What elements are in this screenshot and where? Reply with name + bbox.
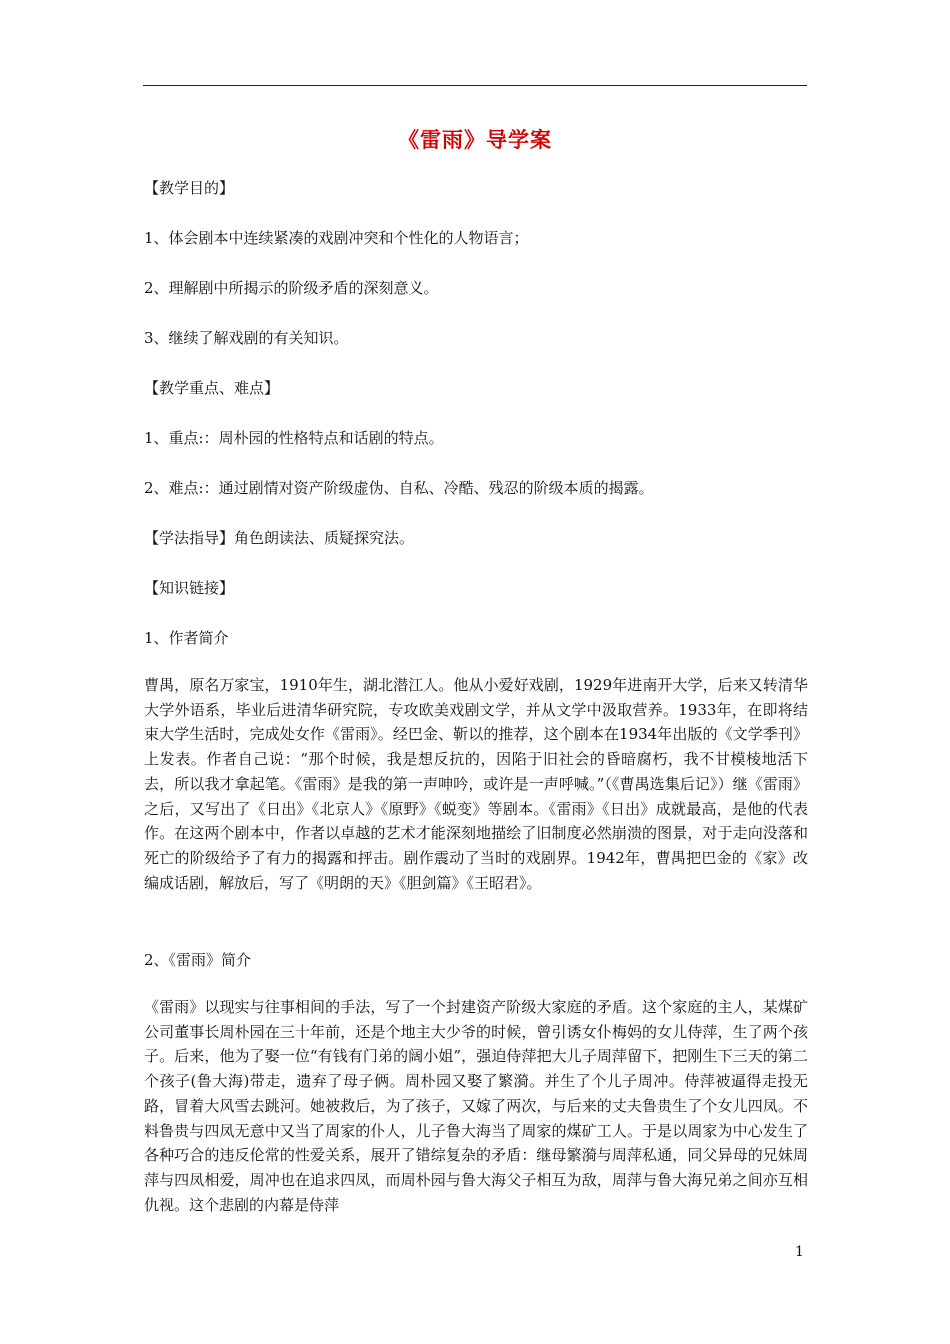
keypoint-item-2: 2、难点:：通过剧情对资产阶级虚伪、自私、冷酷、残忍的阶级本质的揭露。 [144,479,654,497]
keypoints-heading: 【教学重点、难点】 [144,379,280,397]
keypoint-item-1: 1、重点:：周朴园的性格特点和话剧的特点。 [144,429,444,447]
method-line: 【学法指导】角色朗读法、质疑探究法。 [144,529,415,547]
knowledge-heading: 【知识链接】 [144,579,235,597]
objective-item-3: 3、继续了解戏剧的有关知识。 [144,329,349,347]
objectives-heading: 【教学目的】 [144,179,235,197]
document-title: 《雷雨》导学案 [398,127,552,152]
objective-item-1: 1、体会剧本中连续紧凑的戏剧冲突和个性化的人物语言； [144,229,529,247]
objective-item-2: 2、理解剧中所揭示的阶级矛盾的深刻意义。 [144,279,439,297]
play-paragraph: 《雷雨》以现实与往事相间的手法，写了一个封建资产阶级大家庭的矛盾。这个家庭的主人，某煤矿公司董事长周朴园在三十年前，还是个地主大少爷的时候，曾引诱女仆梅妈的女儿侍萍，生了两个孩子。后来，他为了娶一位“有钱有门弟的阔小姐”，强迫侍萍把大儿子周萍留下，把刚生下三天的第二个孩子(鲁大海)带走，遗弃了母子俩。周朴园又娶了繁漪。并生了个儿子周冲。侍萍被逼得走投无路，冒着大风雪去跳河。她被救后，为了孩子，又嫁了两次，与后来的丈夫鲁贵生了个女儿四凤。不料鲁贵与四凤无意中又当了周家的仆人，儿子鲁大海当了周家的煤矿工人。于是以周家为中心发生了各种巧合的违反伦常的性爱关系，展开了错综复杂的矛盾：继母繁漪与周萍私通，同父异母的兄妹周萍与四凤相爱，周冲也在追求四凤，而周朴园与鲁大海父子相互为敌，周萍与鲁大海兄弟之间亦互相仇视。这个悲剧的内幕是侍萍 [144,998,808,1214]
header-rule [143,85,807,86]
author-paragraph: 曹禺，原名万家宝，1910年生，湖北潜江人。他从小爱好戏剧，1929年进南开大学，后来又转清华大学外语系，毕业后进清华研究院，专攻欧美戏剧文学，并从文学中汲取营养。1933年，在即将结束大学生活时，完成处女作《雷雨》。经巴金、靳以的推荐，这个剧本在1934年出版的《文学季刊》上发表。作者自己说：“那个时候，我是想反抗的，因陷于旧社会的昏暗腐朽，我不甘模棱地活下去，所以我才拿起笔。《雷雨》是我的第一声呻吟，或许是一声呼喊。”（《曹禺选集后记》）继《雷雨》之后，又写出了《日出》《北京人》《原野》《蜕变》等剧本。《雷雨》《日出》成就最高，是他的代表作。在这两个剧本中，作者以卓越的艺术才能深刻地描绘了旧制度必然崩溃的图景，对于走向没落和死亡的阶级给予了有力的揭露和抨击。剧作震动了当时的戏剧界。1942年，曹禺把巴金的《家》改编成话剧，解放后，写了《明朗的天》《胆剑篇》《王昭君》。 [144,676,808,892]
author-heading: 1、作者简介 [144,629,229,647]
play-heading: 2、《雷雨》简介 [144,951,252,969]
page-number: 1 [795,1244,804,1260]
